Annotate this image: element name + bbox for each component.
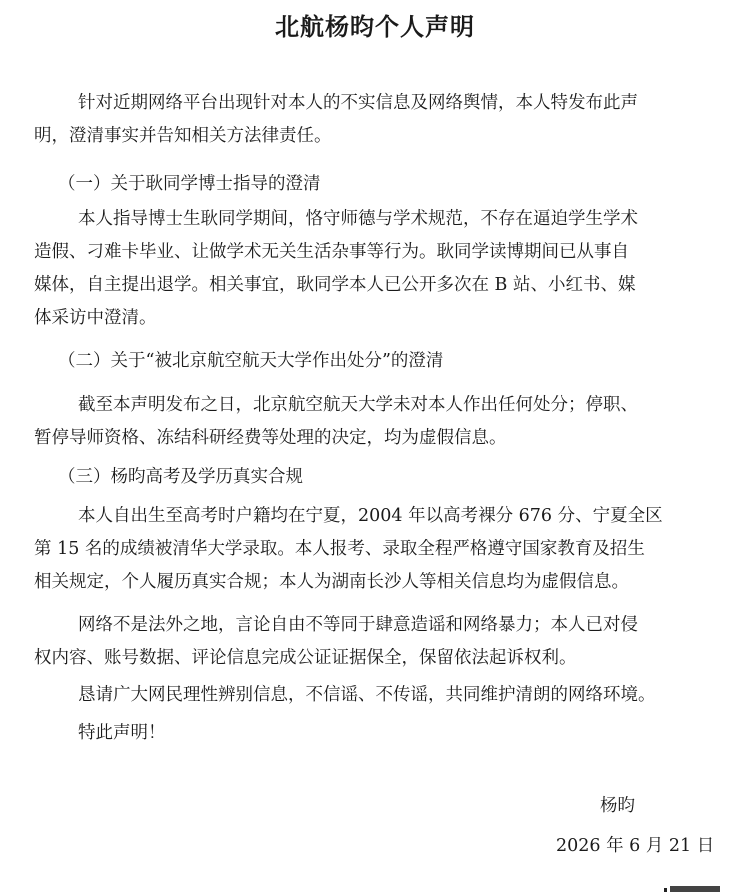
closing-line: 权内容、账号数据、评论信息完成公证证据保全，保留依法起诉权利。 <box>34 648 577 668</box>
section-1-line: 本人指导博士生耿同学期间，恪守师德与学术规范，不存在逼迫学生学术 <box>78 209 638 229</box>
section-3-line: 相关规定，个人履历真实合规；本人为湖南长沙人等相关信息均为虚假信息。 <box>34 572 629 592</box>
section-1-line: 体采访中澄清。 <box>34 308 157 328</box>
signature-name: 杨昀 <box>600 796 635 816</box>
section-1-line: 媒体，自主提出退学。相关事宜，耿同学本人已公开多次在 B 站、小红书、媒 <box>34 275 636 295</box>
section-body-3 <box>34 500 663 599</box>
section-heading-3: （三）杨昀高考及学历真实合规 <box>58 467 303 487</box>
document-title: 北航杨昀个人声明 <box>275 13 475 41</box>
section-heading-2: （二）关于“被北京航空航天大学作出处分”的澄清 <box>58 351 444 371</box>
section-3-line: 第 15 名的成绩被清华大学录取。本人报考、录取全程严格遵守国家教育及招生 <box>34 539 645 559</box>
section-3-line: 本人自出生至高考时户籍均在宁夏，2004 年以高考裸分 676 分、宁夏全区 <box>78 506 663 526</box>
closing-paragraph-2 <box>78 679 656 712</box>
closing-paragraph-1 <box>34 609 638 675</box>
closing-paragraph-3 <box>78 717 166 750</box>
signature-date: 2026 年 6 月 21 日 <box>556 836 715 856</box>
intro-line: 明，澄清事实并告知相关方法律责任。 <box>34 126 332 146</box>
intro-line: 针对近期网络平台出现针对本人的不实信息及网络舆情，本人特发布此声 <box>78 93 638 113</box>
section-heading-1: （一）关于耿同学博士指导的澄清 <box>58 174 321 194</box>
closing-line: 网络不是法外之地，言论自由不等同于肆意造谣和网络暴力；本人已对侵 <box>78 615 638 635</box>
section-2-line: 截至本声明发布之日，北京航空航天大学未对本人作出任何处分；停职、 <box>78 395 638 415</box>
closing-line: 恳请广大网民理性辨别信息，不信谣、不传谣，共同维护清朗的网络环境。 <box>78 685 656 705</box>
closing-line: 特此声明！ <box>78 723 166 743</box>
watermark-mark-icon <box>662 878 722 894</box>
section-body-2 <box>34 389 638 455</box>
section-body-1 <box>34 203 638 335</box>
intro-paragraph <box>34 87 706 153</box>
section-2-line: 暂停导师资格、冻结科研经费等处理的决定，均为虚假信息。 <box>34 428 507 448</box>
section-1-line: 造假、刁难卡毕业、让做学术无关生活杂事等行为。耿同学读博期间已从事自 <box>34 242 629 262</box>
